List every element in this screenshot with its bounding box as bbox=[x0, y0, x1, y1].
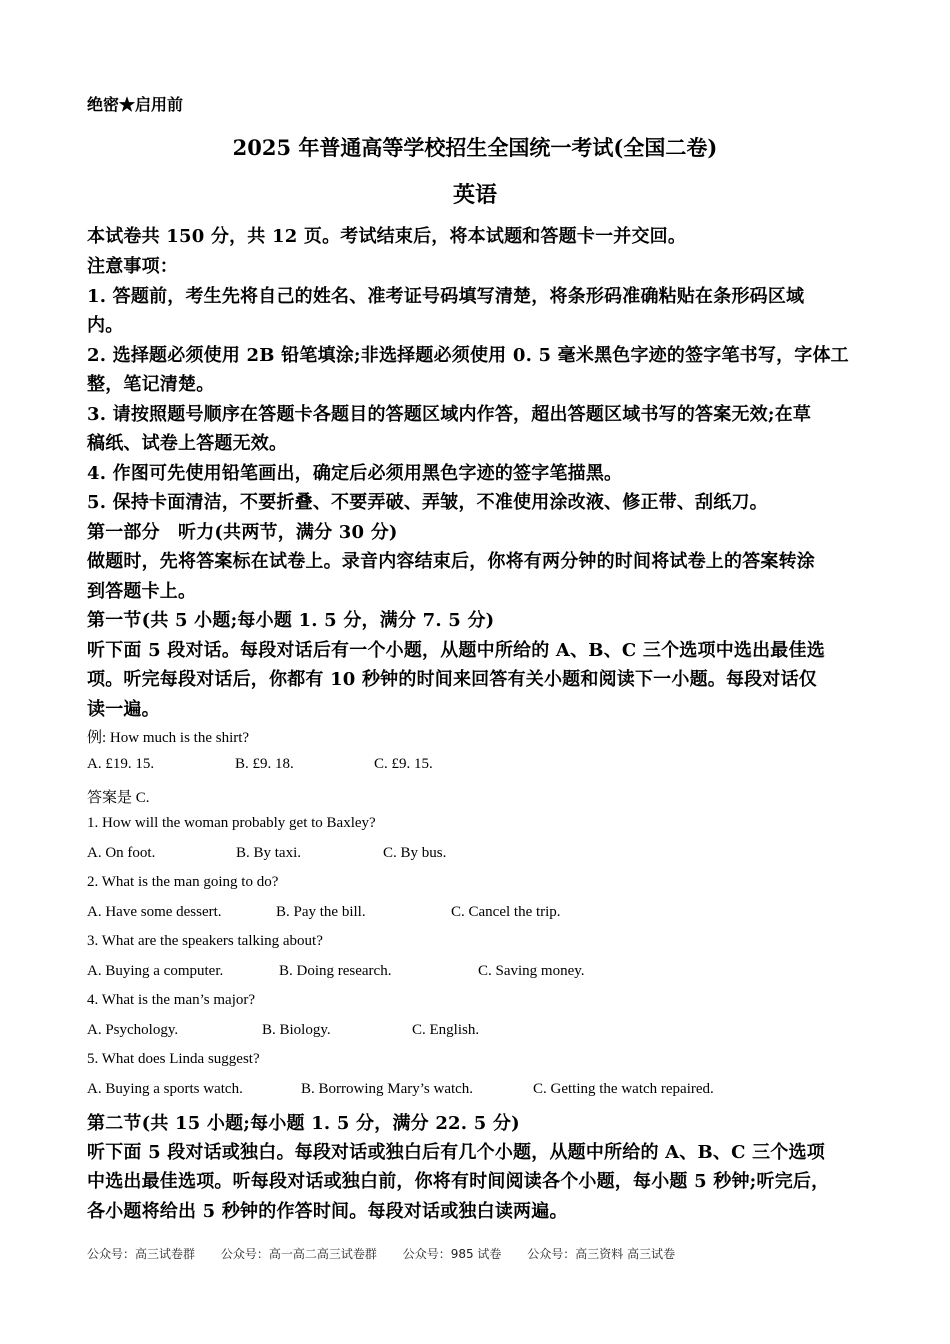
note-line: 稿纸、试卷上答题无效。 bbox=[87, 433, 288, 454]
note-line: 3. 请按照题号顺序在答题卡各题目的答题区域内作答，超出答题区域书写的答案无效;在草 bbox=[87, 404, 812, 425]
footer-item: 公众号：高三试卷群 bbox=[87, 1247, 196, 1261]
part1-desc-line: 做题时，先将答案标在试卷上。录音内容结束后，你将有两分钟的时间将试卷上的答案转涂 bbox=[87, 551, 815, 572]
note-line: 内。 bbox=[87, 315, 124, 336]
section2-desc-line: 中选出最佳选项。听每段对话或独白前，你将有时间阅读各个小题，每小题 5 秒钟;听完后， bbox=[87, 1171, 830, 1192]
note-line: 4. 作图可先使用铅笔画出，确定后必须用黑色字迹的签字笔描黑。 bbox=[87, 463, 623, 484]
section2-desc-line: 听下面 5 段对话或独白。每段对话或独白后有几个小题，从题中所给的 A、B、C 三个选项 bbox=[87, 1142, 825, 1163]
question-1-option-b: B. By taxi. bbox=[236, 845, 302, 861]
example-option-a: A. £19. 15. bbox=[87, 756, 155, 772]
question-5-option-a: A. Buying a sports watch. bbox=[87, 1081, 243, 1097]
note-line: 2. 选择题必须使用 2B 铅笔填涂;非选择题必须使用 0. 5 毫米黑色字迹的签字笔书写，字体工 bbox=[87, 345, 849, 366]
footer-item: 公众号：985 试卷 bbox=[402, 1247, 502, 1261]
question-1-option-c: C. By bus. bbox=[383, 845, 447, 861]
example-answer: 答案是 C. bbox=[87, 790, 150, 806]
intro-text: 本试卷共 150 分，共 12 页。考试结束后，将本试题和答题卡一并交回。 bbox=[87, 226, 687, 247]
question-5-option-c: C. Getting the watch repaired. bbox=[533, 1081, 714, 1097]
question-1-option-a: A. On foot. bbox=[87, 845, 156, 861]
part1-desc-line: 到答题卡上。 bbox=[87, 581, 197, 602]
section2-heading: 第二节(共 15 小题;每小题 1. 5 分，满分 22. 5 分) bbox=[87, 1113, 520, 1134]
question-5-option-b: B. Borrowing Mary’s watch. bbox=[301, 1081, 474, 1097]
example-option-b: B. £9. 18. bbox=[235, 756, 294, 772]
confidential-label: 绝密★启用前 bbox=[87, 95, 184, 114]
example-option-c: C. £9. 15. bbox=[374, 756, 433, 772]
question-2-option-b: B. Pay the bill. bbox=[276, 904, 366, 920]
question-2: 2. What is the man going to do? bbox=[87, 874, 279, 890]
note-line: 1. 答题前，考生先将自己的姓名、准考证号码填写清楚，将条形码准确粘贴在条形码区域 bbox=[87, 286, 805, 307]
footer-item: 公众号：高一高二高三试卷群 bbox=[220, 1247, 377, 1261]
question-3-option-a: A. Buying a computer. bbox=[87, 963, 224, 979]
question-4-option-b: B. Biology. bbox=[262, 1022, 331, 1038]
question-1: 1. How will the woman probably get to Baxley? bbox=[87, 815, 376, 831]
section1-desc-line: 听下面 5 段对话。每段对话后有一个小题，从题中所给的 A、B、C 三个选项中选出最佳选 bbox=[87, 640, 825, 661]
section1-desc-line: 项。听完每段对话后，你都有 10 秒钟的时间来回答有关小题和阅读下一小题。每段对话仅 bbox=[87, 669, 817, 690]
notes-heading: 注意事项： bbox=[87, 256, 178, 277]
question-3-option-b: B. Doing research. bbox=[279, 963, 392, 979]
question-4-option-a: A. Psychology. bbox=[87, 1022, 179, 1038]
question-5: 5. What does Linda suggest? bbox=[87, 1051, 260, 1067]
question-3: 3. What are the speakers talking about? bbox=[87, 933, 323, 949]
question-4-option-c: C. English. bbox=[412, 1022, 480, 1038]
section2-desc-line: 各小题将给出 5 秒钟的作答时间。每段对话或独白读两遍。 bbox=[87, 1201, 568, 1222]
note-line: 整，笔记清楚。 bbox=[87, 374, 215, 395]
example-question: 例: How much is the shirt? bbox=[87, 730, 250, 746]
section1-heading: 第一节(共 5 小题;每小题 1. 5 分，满分 7. 5 分) bbox=[87, 610, 495, 631]
note-line: 5. 保持卡面清洁，不要折叠、不要弄破、弄皱，不准使用涂改液、修正带、刮纸刀。 bbox=[87, 492, 768, 513]
question-4: 4. What is the man’s major? bbox=[87, 992, 256, 1008]
footer-item: 公众号：高三资料 高三试卷 bbox=[527, 1247, 676, 1261]
footer bbox=[87, 1245, 675, 1262]
subject-title: 英语 bbox=[452, 182, 497, 208]
exam-title: 2025 年普通高等学校招生全国统一考试(全国二卷) bbox=[232, 135, 718, 160]
question-3-option-c: C. Saving money. bbox=[478, 963, 585, 979]
question-2-option-a: A. Have some dessert. bbox=[87, 904, 222, 920]
section1-desc-line: 读一遍。 bbox=[87, 699, 160, 720]
question-2-option-c: C. Cancel the trip. bbox=[451, 904, 561, 920]
part1-heading: 第一部分 听力(共两节，满分 30 分) bbox=[87, 522, 398, 543]
